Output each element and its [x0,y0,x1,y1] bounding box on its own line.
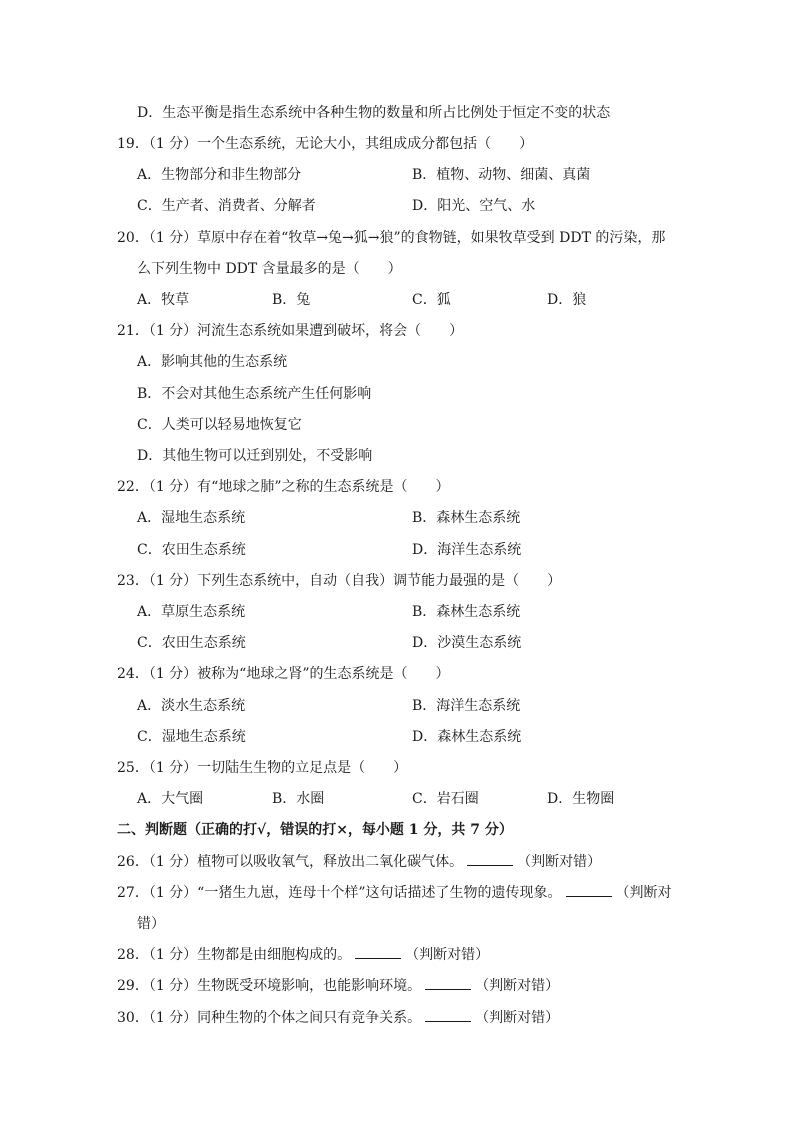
q24-option-a: A．淡水生态系统 [137,698,246,714]
q19-option-c: C．生产者、消费者、分解者 [137,198,316,214]
q21-stem: 21．（1 分）河流生态系统如果遭到破坏，将会（ ） [117,323,464,339]
q21-option-b: B．不会对其他生态系统产生任何影响 [137,386,372,402]
q27-answer-blank[interactable] [566,884,612,897]
q22-option-b: B．森林生态系统 [412,510,521,526]
q30-tail: （判断对错） [475,1010,560,1026]
q25-option-b: B．水圈 [272,791,325,807]
q20-stem-line1: 20．（1 分）草原中存在着“牧草→兔→狐→狼”的食物链，如果牧草受到 DDT 的污染，那 [117,230,666,246]
q25-stem: 25．（1 分）一切陆生生物的立足点是（ ） [117,760,408,776]
q19-option-a: A．生物部分和非生物部分 [137,167,302,183]
q23-option-d: D．沙漠生态系统 [412,635,522,651]
q27-tail: （判断对 [615,885,672,901]
q20-option-c: C．狐 [412,292,451,308]
q22-option-c: C．农田生态系统 [137,542,246,558]
q28-answer-blank[interactable] [355,946,401,959]
q27-line [117,884,672,902]
q26-tail: （判断对错） [517,854,602,870]
q24-option-c: C．湿地生态系统 [137,729,246,745]
q26-stem: 26．（1 分）植物可以吸收氧气，释放出二氧化碳气体。 [117,854,464,870]
q30-answer-blank[interactable] [425,1009,471,1022]
q29-line [117,977,559,995]
q21-option-d: D．其他生物可以迁到别处，不受影响 [137,448,373,464]
q19-option-d: D．阳光、空气、水 [412,198,536,214]
q23-option-a: A．草原生态系统 [137,604,246,620]
q24-stem: 24．（1 分）被称为“地球之肾”的生态系统是（ ） [117,666,450,682]
q28-stem: 28．（1 分）生物都是由细胞构成的。 [117,947,352,963]
q28-line [117,946,489,964]
q24-option-b: B．海洋生态系统 [412,698,521,714]
q18-option-d: D．生态平衡是指生态系统中各种生物的数量和所占比例处于恒定不变的状态 [137,105,611,121]
q26-line [117,853,601,871]
q20-stem-line2: 么下列生物中 DDT 含量最多的是（ ） [137,261,402,277]
q28-tail: （判断对错） [405,947,490,963]
q30-line [117,1009,559,1027]
q24-option-d: D．森林生态系统 [412,729,522,745]
q30-stem: 30．（1 分）同种生物的个体之间只有竞争关系。 [117,1010,422,1026]
q27-continuation: 错） [137,916,165,932]
q21-option-a: A．影响其他的生态系统 [137,354,288,370]
q22-option-d: D．海洋生态系统 [412,542,522,558]
q26-answer-blank[interactable] [467,853,513,866]
q20-option-d: D．狼 [547,292,587,308]
q25-option-d: D．生物圈 [547,791,615,807]
q22-stem: 22．（1 分）有“地球之肺”之称的生态系统是（ ） [117,479,450,495]
q21-option-c: C．人类可以轻易地恢复它 [137,417,302,433]
q20-option-a: A．牧草 [137,292,190,308]
q27-stem: 27．（1 分）“一猪生九崽，连母十个样”这句话描述了生物的遗传现象。 [117,885,562,901]
q25-option-a: A．大气圈 [137,791,204,807]
q23-stem: 23．（1 分）下列生态系统中，自动（自我）调节能力最强的是（ ） [117,573,562,589]
q23-option-c: C．农田生态系统 [137,635,246,651]
section-title-true-false: 二、判断题（正确的打√，错误的打×，每小题 1 分，共 7 分） [117,822,513,838]
q22-option-a: A．湿地生态系统 [137,510,246,526]
q29-answer-blank[interactable] [425,977,471,990]
q23-option-b: B．森林生态系统 [412,604,521,620]
q29-tail: （判断对错） [475,978,560,994]
q19-option-b: B．植物、动物、细菌、真菌 [412,167,591,183]
q25-option-c: C．岩石圈 [412,791,479,807]
q19-stem: 19．（1 分）一个生态系统，无论大小，其组成成分都包括（ ） [117,136,534,152]
q20-option-b: B．兔 [272,292,311,308]
q29-stem: 29．（1 分）生物既受环境影响，也能影响环境。 [117,978,422,994]
